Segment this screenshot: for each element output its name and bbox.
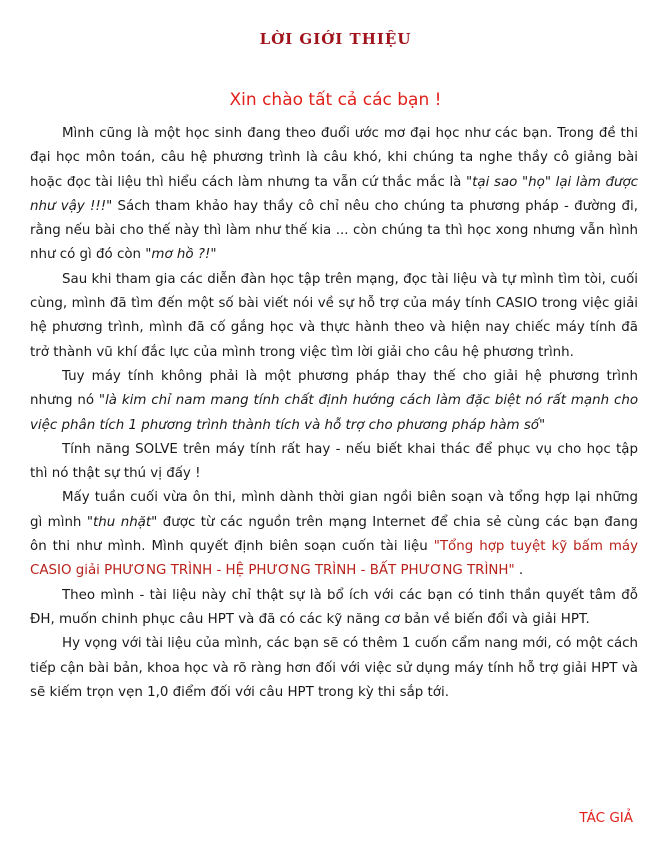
paragraph-1-quote-b: "mơ hồ ?!"	[145, 247, 217, 263]
paragraph-5-text-b: được từ các nguồn trên mạng Internet để chia sẻ cùng các bạn đang ôn thi như mình. Mình quyết định biên soạn cuốn tài liệu	[30, 514, 638, 555]
paragraph-2: Sau khi tham gia các diễn đàn học tập trên mạng, đọc tài liệu và tự mình tìm tòi, cuối cùng, mình đã tìm đến một số bài viết nói về sự hỗ trợ của máy tính CASIO trong việc giải hệ phương trình, mình đã cố gắng học và thực hành theo và hiện nay chiếc máy tính đã trở thành vũ khí đắc lực của mình trong việc tìm lời giải cho câu hệ phương trình.	[30, 271, 638, 360]
paragraph-5	[30, 486, 638, 583]
paragraph-1	[30, 122, 638, 268]
page-title: LỜI GIỚI THIỆU	[259, 30, 412, 48]
document-title-highlight: "Tổng hợp tuyệt kỹ bấm máy CASIO giải PHƯƠNG TRÌNH - HỆ PHƯƠNG TRÌNH - BẤT PHƯƠNG TRÌNH"	[30, 539, 639, 579]
document-body	[30, 122, 638, 705]
author-signature: TÁC GIẢ	[579, 810, 633, 826]
paragraph-5-text-c: .	[514, 563, 524, 579]
paragraph-6: Theo mình - tài liệu này chỉ thật sự là bổ ích với các bạn có tinh thần quyết tâm đỗ ĐH, muốn chinh phục câu HPT và đã có các kỹ năng cơ bản về biến đổi và giải HPT.	[30, 587, 638, 627]
paragraph-5-text-a: Mấy tuần cuối vừa ôn thi, mình dành thời gian ngồi biên soạn và tổng hợp lại những gì mình	[30, 490, 638, 530]
paragraph-3-text: Tuy máy tính không phải là một phương pháp thay thế cho giải hệ phương trình nhưng nó	[30, 368, 638, 409]
greeting-heading: Xin chào tất cả các bạn !	[229, 90, 442, 110]
paragraph-1-text-a: Mình cũng là một học sinh đang theo đuổi ước mơ đại học như các bạn. Trong đề thi đại học môn toán, câu hệ phương trình là câu khó, khi chúng ta nghe thầy cô giảng bài hoặc đọc tài liệu thì hiểu cách làm nhưng ta vẫn cứ thắc mắc là	[30, 126, 638, 190]
paragraph-5-quote: "thu nhặt"	[86, 514, 158, 530]
paragraph-3-quote: "là kim chỉ nam mang tính chất định hướng cách làm đặc biệt nó rất mạnh cho việc phân tích 1 phương trình thành tích và hỗ trợ cho phương pháp hàm số"	[30, 393, 639, 433]
paragraph-7: Hy vọng với tài liệu của mình, các bạn sẽ có thêm 1 cuốn cẩm nang mới, có một cách tiếp cận bài bản, khoa học và rõ ràng hơn đối với việc sử dụng máy tính hỗ trợ giải HPT và sẽ kiếm trọn vẹn 1,0 điểm đối với câu HPT trong kỳ thi sắp tới.	[30, 636, 638, 700]
paragraph-1-text-b: Sách tham khảo hay thầy cô chỉ nêu cho chúng ta phương pháp - đường đi, rằng nếu bài cho thế này thì làm như thế kia ... còn chúng ta thì học xong nhưng vẫn hình như có gì đó còn	[30, 198, 639, 263]
paragraph-4: Tính năng SOLVE trên máy tính rất hay - nếu biết khai thác để phục vụ cho học tập thì nó thật sự thú vị đấy !	[30, 441, 638, 482]
paragraph-3	[30, 365, 638, 438]
paragraph-1-quote-a: "tại sao "họ" lại làm được như vậy !!!"	[30, 174, 639, 214]
